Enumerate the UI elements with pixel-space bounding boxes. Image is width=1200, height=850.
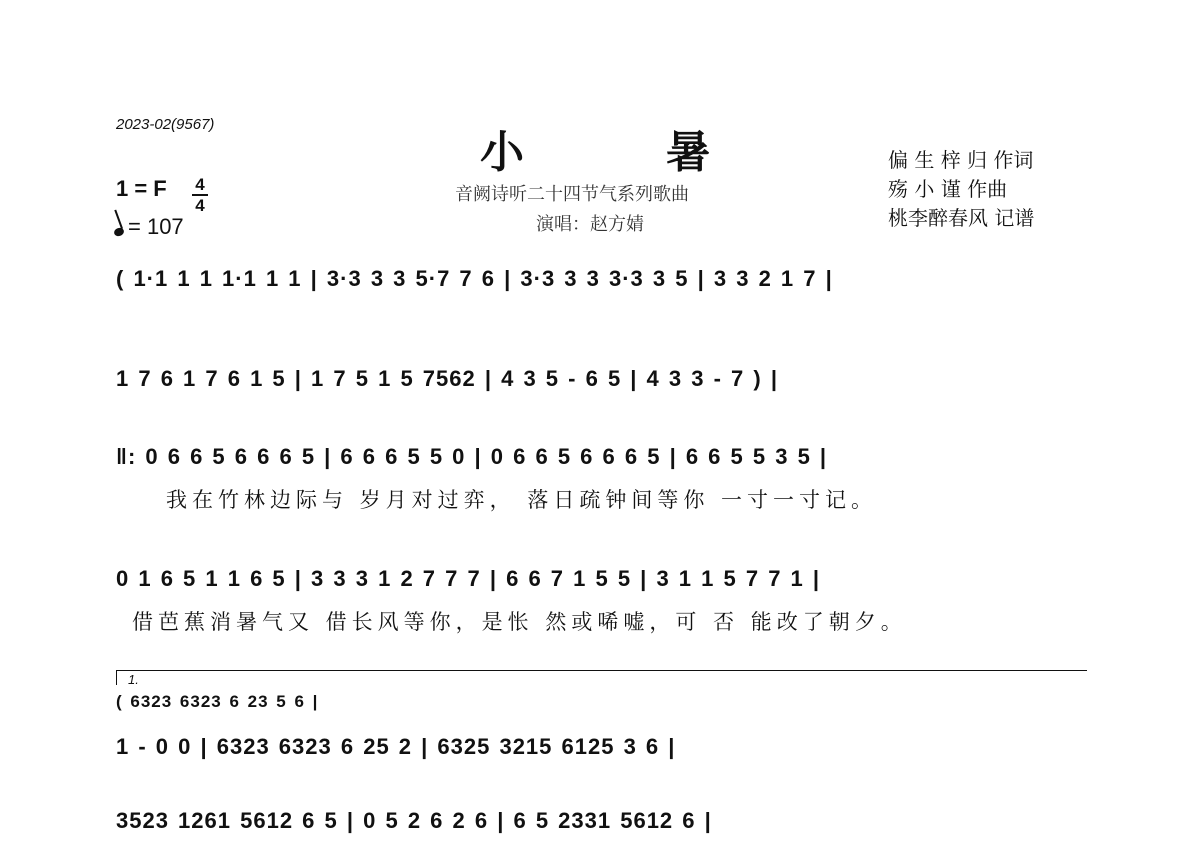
title-char-2: 暑 bbox=[666, 127, 712, 178]
score-line-6: 3523 1261 5612 6 5 | 0 5 2 6 2 6 | 6 5 2331 5612 6 | bbox=[116, 808, 712, 833]
lyric-line-2: 借芭蕉消暑气又 借长风等你，是怅 然或唏嘘，可 否 能改了朝夕。 bbox=[132, 610, 907, 634]
score-line-3: ‖: 0 6 6 5 6 6 6 5 | 6 6 6 5 5 0 | 0 6 6 5 6 6 6 5 | 6 6 5 5 3 5 | bbox=[116, 444, 828, 469]
time-signature bbox=[192, 176, 208, 214]
score-line-4: 0 1 6 5 1 1 6 5 | 3 3 3 1 2 7 7 7 | 6 6 7 1 5 5 | 3 1 1 5 7 7 1 | bbox=[116, 566, 821, 591]
score-code: 2023-02(9567) bbox=[116, 116, 215, 133]
time-signature-top: 4 bbox=[195, 175, 205, 194]
composer-credit: 殇 小 谨 作曲 bbox=[888, 177, 1008, 201]
transcriber-credit: 桃李醉春风 记谱 bbox=[888, 206, 1035, 230]
singer-credit: 演唱：赵方婧 bbox=[536, 214, 644, 235]
song-title bbox=[480, 116, 712, 180]
lyric-line-1: 我在竹林边际与 岁月对过弈， 落日疏钟间等你 一寸一寸记。 bbox=[166, 488, 878, 512]
key-signature: 1 = F bbox=[116, 176, 167, 201]
score-line-2: 1 7 6 1 7 6 1 5 | 1 7 5 1 5 7562 | 4 3 5 - 6 5 | 4 3 3 - 7 ) | bbox=[116, 366, 778, 391]
song-subtitle: 音阙诗听二十四节气系列歌曲 bbox=[455, 184, 689, 205]
tempo-value: = 107 bbox=[128, 214, 184, 239]
score-line-5-upper: ( 6323 6323 6 23 5 6 | bbox=[116, 692, 319, 711]
score-line-1: ( 1·1 1 1 1·1 1 1 | 3·3 3 3 5·7 7 6 | 3·3 3 3 3·3 3 5 | 3 3 2 1 7 | bbox=[116, 266, 833, 291]
lyricist-credit: 偏 生 梓 归 作词 bbox=[888, 148, 1034, 172]
first-ending-bracket bbox=[116, 670, 1087, 685]
title-char-1: 小 bbox=[480, 127, 526, 178]
credits-block bbox=[888, 146, 1034, 233]
tempo-mark bbox=[114, 214, 184, 240]
quarter-note-icon bbox=[113, 227, 125, 238]
time-signature-bottom: 4 bbox=[195, 196, 205, 215]
first-ending-label: 1. bbox=[128, 672, 139, 687]
score-line-5: 1 - 0 0 | 6323 6323 6 25 2 | 6325 3215 6125 3 6 | bbox=[116, 734, 676, 759]
